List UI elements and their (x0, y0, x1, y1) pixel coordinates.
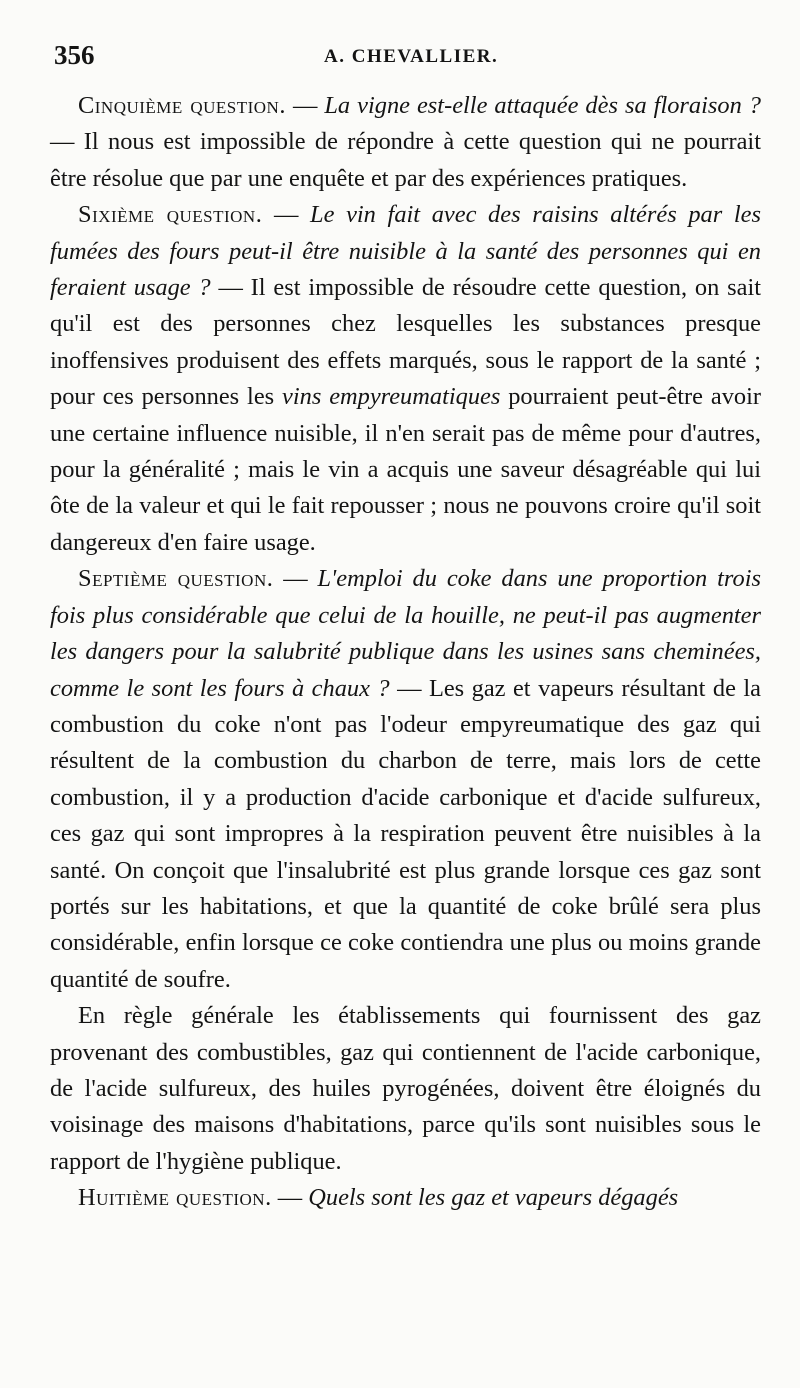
question-label: Cinquième question. (78, 92, 286, 119)
answer-italic-text: vins empyreumatiques (282, 383, 501, 411)
answer-text: Les gaz et vapeurs résultant de la combustion du coke n'ont pas l'odeur empyreumatique des gaz qui résultent de la combustion du charbon de terre, mais lors de cette combustion, il y a production d'acide carbonique et d'acide sulfureux, ces gaz qui sont impropres à la respiration peuvent être nuisibles à la santé. On conçoit que l'insalubrité est plus grande lorsque ces gaz sont portés sur les habitations, et que la quantité de coke brûlé sera plus considérable, enfin lorsque ce coke contiendra une plus ou moins grande quantité de soufre. (50, 674, 761, 993)
page-number: 356 (54, 40, 95, 70)
question-text: La vigne est-elle attaquée dès sa floraison ? (324, 92, 761, 119)
paragraph-question-6 (50, 197, 761, 561)
question-label: Sixième question. (78, 201, 263, 229)
paragraph-question-5 (50, 88, 761, 197)
paragraph-general-rule (50, 998, 761, 1180)
dash-separator: — (389, 674, 429, 702)
question-label: Septième question. (78, 565, 274, 593)
dash-separator: — (262, 201, 311, 229)
dash-separator: — (273, 565, 318, 593)
page-header (54, 40, 758, 80)
question-text: Le vin fait avec des raisins altérés par les fumées des fours peut-il être nuisible à la santé des personnes qui en feraient usage ? (50, 201, 761, 302)
answer-text: Il nous est impossible de répondre à cette question qui ne pourrait être résolue que par une enquête et par des expériences pratiques. (50, 128, 761, 192)
dash-separator: — (50, 128, 84, 156)
paragraph-question-8 (50, 1180, 761, 1216)
dash-separator: — (285, 92, 325, 119)
answer-text: Il est impossible de résoudre cette question, on sait qu'il est des personnes chez lesquelles les substances presque inoffensives produisent des effets marqués, sous le rapport de la santé ; pour ces personnes les (50, 274, 761, 411)
paragraph-text: En règle générale les établissements qui fournissent des gaz provenant des combustibles, gaz qui contiennent de l'acide carbonique, de l'acide sulfureux, des huiles pyrogénées, doivent être éloignés du voisinage des maisons d'habitations, parce qu'ils sont nuisibles sous le rapport de l'hygiène publique. (50, 1002, 761, 1175)
answer-text: pourraient peut-être avoir une certaine influence nuisible, il n'en serait pas de même pour d'autres, pour la généralité ; mais le vin a acquis une saveur désagréable qui lui ôte de la valeur et qui le fait repousser ; nous ne pouvons croire qu'il soit dangereux d'en faire usage. (50, 383, 761, 556)
running-head: A. CHEVALLIER. (324, 46, 499, 67)
paragraph-question-7 (50, 561, 761, 998)
body-text (50, 88, 761, 1217)
question-text: L'emploi du coke dans une proportion trois fois plus considérable que celui de la houille, ne peut-il pas augmenter les dangers pour la salubrité publique dans les usines sans cheminées, comme le sont les fours à chaux ? (50, 565, 761, 702)
dash-separator: — (271, 1184, 309, 1212)
question-text: Quels sont les gaz et vapeurs dégagés (308, 1184, 679, 1212)
dash-separator: — (210, 274, 251, 302)
question-label: Huitième question. (78, 1184, 272, 1212)
